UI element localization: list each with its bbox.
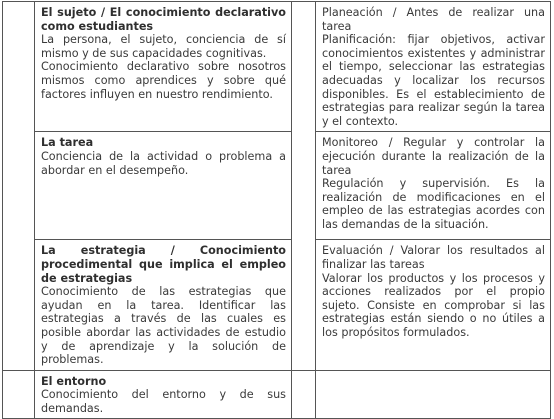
cell-text: Conocimiento del entorno y de sus demandas. — [41, 388, 286, 415]
cell-text: Conocimiento de las estrategias que ayudan en la tarea. Identificar las estrategias a través de las cuales es posible abordar las actividades de estudio y de aprendizaje y la solución de problemas. — [41, 285, 286, 367]
cell-la-estrategia — [35, 240, 292, 370]
cell-title: El sujeto / El conocimiento declarativo como estudiantes — [41, 6, 286, 33]
cell-evaluacion — [316, 240, 551, 370]
cell-monitoreo — [316, 132, 551, 240]
cell-text: Planeación / Antes de realizar una tarea — [322, 6, 545, 33]
cell-title: La estrategia / Conocimiento procedimental que implica el empleo de estrategias — [41, 244, 286, 285]
cell-title: La tarea — [41, 136, 94, 150]
metacognition-table — [2, 1, 551, 419]
cell-el-entorno — [35, 370, 292, 419]
cell-text: Evaluación / Valorar los resultados al finalizar las tareas — [322, 244, 545, 271]
cell-text: La persona, el sujeto, conciencia de sí mismo y de sus capacidades cognitivas. — [41, 33, 286, 60]
cell-la-tarea — [35, 132, 292, 240]
conocimiento-label-cell — [3, 2, 35, 371]
cell-planeacion — [316, 2, 551, 132]
cell-text: Monitoreo / Regular y controlar la ejecución durante la realización de la tarea — [322, 136, 545, 177]
cell-empty-left — [3, 370, 35, 419]
cell-text: Conocimiento declarativo sobre nosotros mismos como aprendices y sobre qué factores influyen en nuestro rendimiento. — [41, 60, 286, 101]
cell-text: Conciencia de la actividad o problema a abordar en el desempeño. — [41, 149, 286, 177]
cell-text: Regulación y supervisión. Es la realización de modificaciones en el empleo de las estrategias acordes con las demandas de la situación. — [322, 177, 545, 231]
cell-empty-right — [316, 370, 551, 419]
cell-text: Valorar los productos y los procesos y acciones realizados por el propio sujeto. Consiste en comprobar si las estrategias están siendo o no útiles a los propósitos formulados. — [322, 271, 545, 339]
cell-text: Planificación: fijar objetivos, activar conocimientos existentes y administrar el tiempo, seleccionar las estrategias adecuadas y localizar los recursos disponibles. Es el establecimiento de estrategias para realizar según la tarea y el contexto. — [322, 33, 545, 128]
cell-el-sujeto — [35, 2, 292, 132]
autorregulacion-label-cell — [292, 2, 316, 371]
cell-title: El entorno — [41, 374, 107, 388]
cell-empty-middle — [292, 370, 316, 419]
